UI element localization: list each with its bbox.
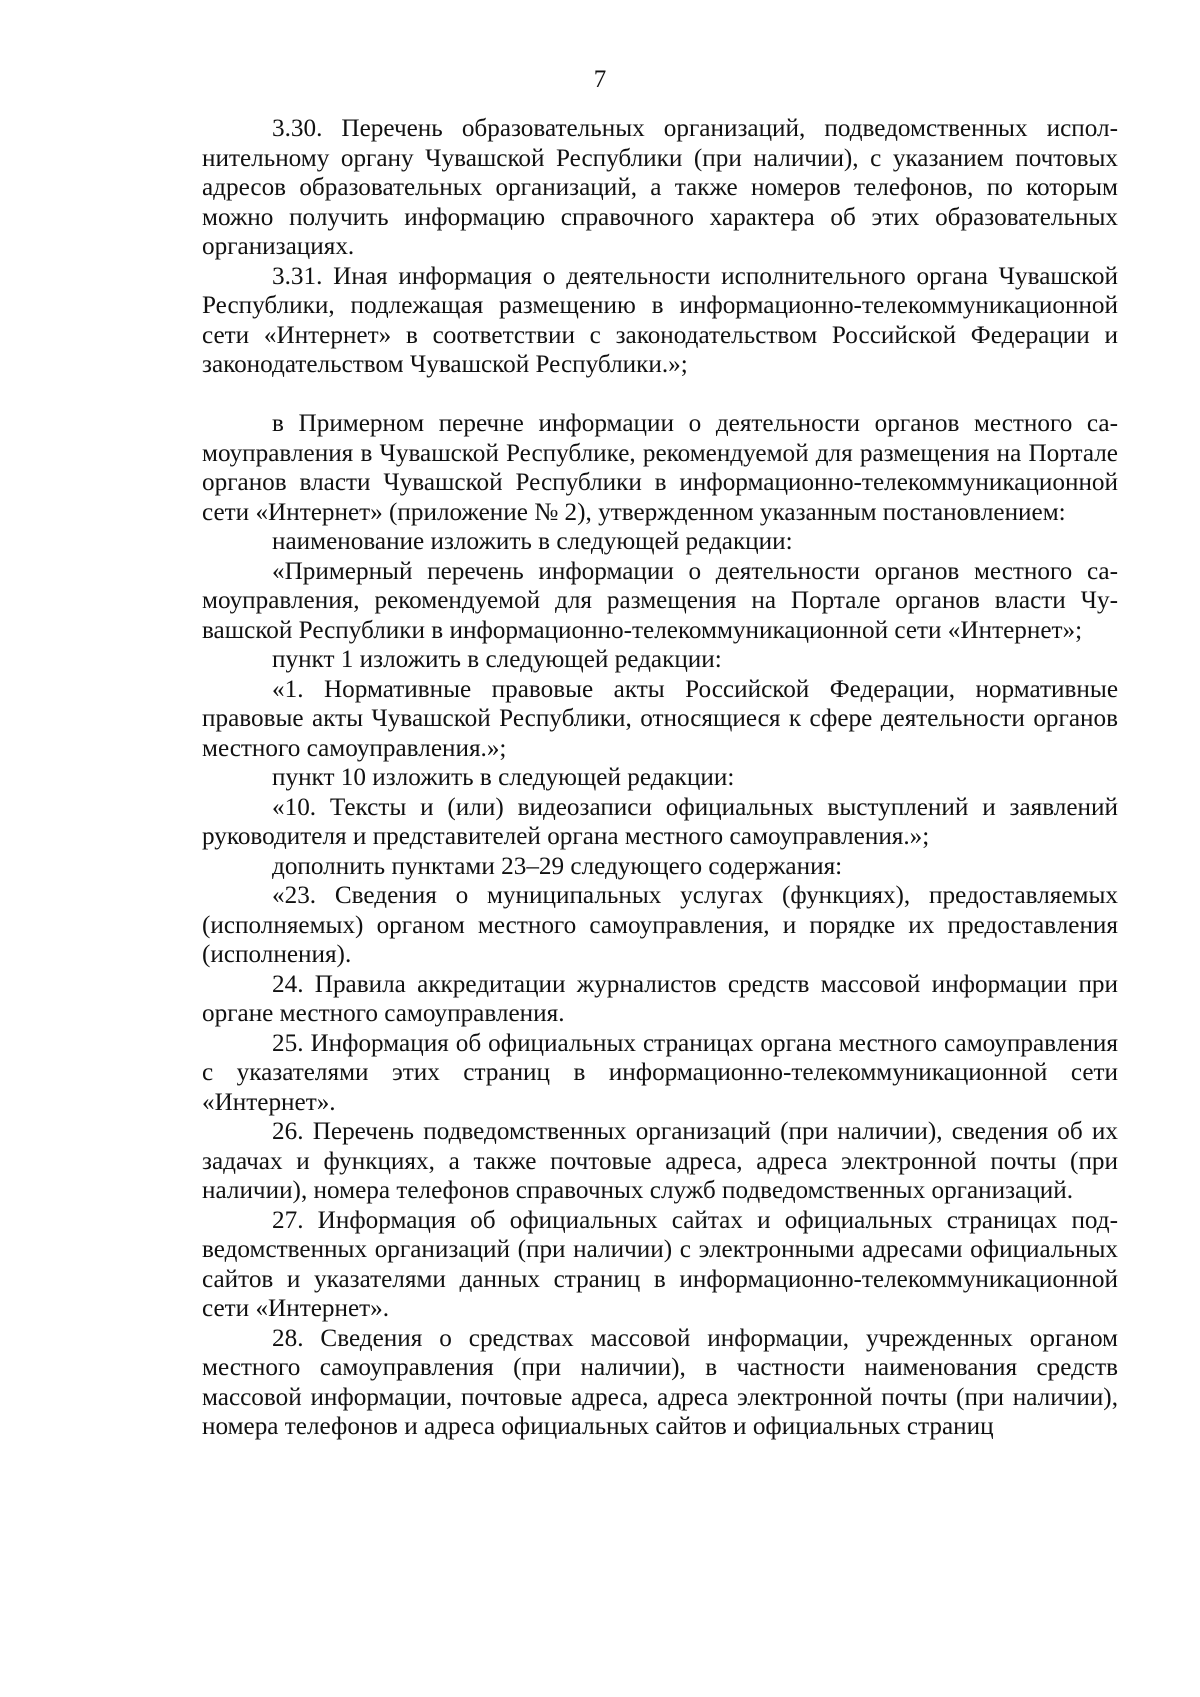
paragraph-item-1: «1. Нормативные правовые акты Российской Федерации, нормативные правовые акты Чувашской Республики, относящиеся к сфере деятельности органов местного самоуправления.»; [202,675,1118,762]
paragraph-item-28: 28. Сведения о средствах массовой информации, учрежденных органом местного самоуправления (при наличии), в частности наименования средств массовой информации, почтовые адреса, адреса электронной почты (при наличии), номера телефонов и адреса официальных сайтов и официальных страниц [202,1324,1118,1440]
paragraph-item-25: 25. Информация об официальных страницах органа местного самоуправления с указателями этих страниц в информационно-телекоммуникационной сети «Интернет». [202,1029,1118,1116]
paragraph-item-10-instruction: пункт 10 изложить в следующей редакции: [272,764,735,791]
paragraph-new-title: «Примерный перечень информации о деятельности органов местного самоуправления, рекомендуемой для размещения на Портале органов власти Чувашской Республики в информационно-телекоммуникационной сети «Интернет»; [202,557,1118,644]
paragraph-item-24: 24. Правила аккредитации журналистов средств массовой информации при органе местного самоуправления. [202,970,1118,1027]
paragraph-items-23-29-instruction: дополнить пунктами 23–29 следующего содержания: [272,852,843,880]
paragraph-item-26: 26. Перечень подведомственных организаций (при наличии), сведения об их задачах и функциях, а также почтовые адреса, адреса электронной почты (при наличии), номера телефонов справочных служб подведомственных организаций. [202,1118,1118,1204]
paragraph-item-1-instruction: пункт 1 изложить в следующей редакции: [272,646,722,673]
paragraph-title-instruction: наименование изложить в следующей редакции: [272,528,793,555]
paragraph-item-10: «10. Тексты и (или) видеозаписи официальных выступлений и заявлений руководителя и представителей органа местного самоуправления.»; [202,793,1118,850]
page-number: 7 [593,66,607,93]
paragraph-3-31: 3.31. Иная информация о деятельности исполнительного органа Чувашской Республики, подлежащая размещению в информационно-телекоммуникационной сети «Интернет» в соответствии с законодательством Российской Федерации и законодательством Чувашской Республики.»; [202,262,1118,378]
paragraph-item-27: 27. Информация об официальных сайтах и официальных страницах подведомственных организаций (при наличии) с электронными адресами официальных сайтов и указателями данных страниц в информационно-телекоммуникационной сети «Интернет». [202,1206,1118,1322]
paragraph-3-30: 3.30. Перечень образовательных организаций, подведомственных исполнительному органу Чувашской Республики (при наличии), с указанием почтовых адресов образовательных организаций, а также номеров телефонов, по которым можно получить информацию справочного характера об этих образовательных организациях. [202,115,1118,260]
document-body [202,114,1118,1442]
paragraph-amendment-intro: в Примерном перечне информации о деятельности органов местного самоуправления в Чувашской Республике, рекомендуемой для размещения на Портале органов власти Чувашской Республики в информационно-телекоммуникационной сети «Интернет» (приложение № 2), утвержденном указанным постановлением: [202,410,1118,526]
paragraph-item-23: «23. Сведения о муниципальных услугах (функциях), предоставляемых (исполняемых) органом местного самоуправления, и порядке их предоставления (исполнения). [202,882,1118,968]
